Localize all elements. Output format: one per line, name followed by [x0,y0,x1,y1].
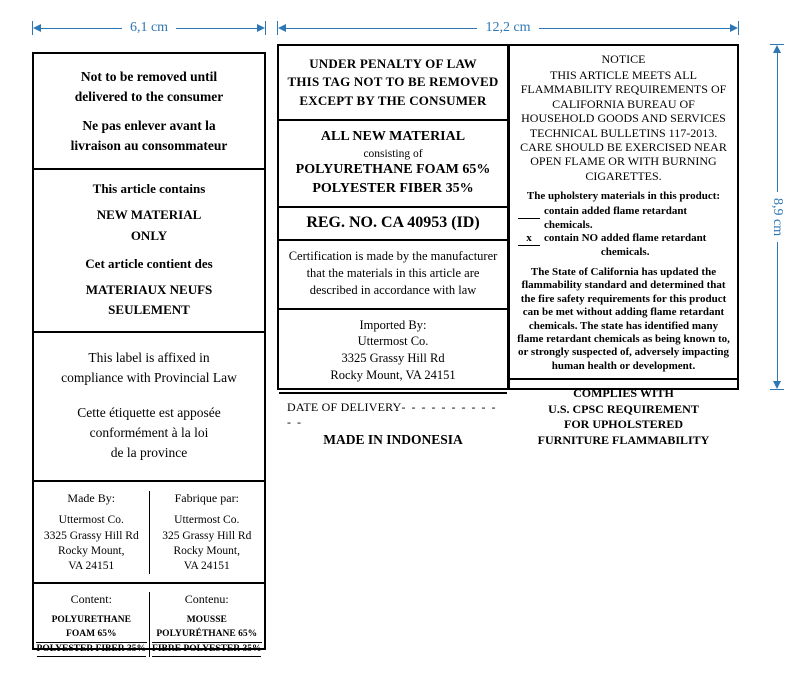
content-fr-line-1: MOUSSE POLYURÉTHANE 65% [152,614,263,643]
penalty-line-2: THIS TAG NOT TO BE REMOVED [287,74,499,90]
arrow-up [773,45,781,53]
content-values-en [36,614,147,657]
contents-line-4-fr: Cet article contient des [85,255,213,271]
dimension-label-left-width: 6,1 cm [129,20,169,35]
made-by-label: Made By: [67,491,116,506]
certification-line-3: described in accordance with law [309,283,477,298]
provincial-line-4-fr: conformément à la loi [89,424,209,440]
country-of-origin: MADE IN INDONESIA [323,432,463,448]
dimension-right-tag-width [277,20,739,36]
removal-line-1: Not to be removed until [80,69,218,84]
delivery-section [279,394,507,455]
dimension-tick-bottom [770,389,784,390]
importer-line-1: Imported By: [359,317,427,332]
checkbox-no-added-label [544,232,706,260]
material-line-4: POLYESTER FIBER 35% [312,180,474,196]
importer-line-3: 3325 Grassy Hill Rd [341,351,445,366]
penalty-line-1: UNDER PENALTY OF LAW [309,56,477,71]
dimension-right-tag-height [762,44,792,390]
dimension-line [777,53,778,192]
checkbox-added-box[interactable] [518,205,540,219]
manufacturer-columns [34,491,264,574]
dimension-line [777,242,778,381]
notice-body: THIS ARTICLE MEETS ALL FLAMMABILITY REQUIREMENTS OF CALIFORNIA BUREAU OF HOUSEHOLD GOODS AND SERVICES TECHNICAL BULLETINS 117-2013. CARE SHOULD BE EXERCISED NEAR OPEN FLAME OR WITH BURNING CIGARETTES. [520,68,727,183]
importer-line-2: Uttermost Co. [357,334,429,349]
dimension-line [41,28,122,29]
arrow-right [730,24,738,32]
fabrique-par-address [154,513,261,574]
content-values-fr [152,614,263,657]
checkbox-added-label: contain added flame retardant chemicals. [544,204,688,231]
made-by-addr-1: Uttermost Co. [58,514,124,527]
arrow-left [278,24,286,32]
dimension-line [539,28,730,29]
dimension-tick-right [738,21,739,35]
date-of-delivery-blank: - - - - - - - - - - - - [287,400,497,430]
date-of-delivery-label: DATE OF DELIVERY [287,400,402,415]
importer-line-4: Rocky Mount, VA 24151 [330,368,456,383]
made-by-addr-4: VA 24151 [68,559,115,572]
left-tag-section-content-breakdown [34,584,264,663]
certification-section [279,241,507,310]
dimension-left-tag-width [32,20,266,36]
provincial-line-5-fr: de la province [110,445,188,461]
content-en-line-1: POLYURETHANE FOAM 65% [36,614,147,643]
material-section [279,121,507,208]
provincial-line-1: This label is affixed in [88,350,210,366]
manufacturer-column-en [34,491,150,574]
content-en-line-2: POLYESTER FIBER 35% [37,643,146,658]
fabrique-addr-4: VA 24151 [183,559,230,572]
content-column-en [34,592,150,657]
upholstery-checkbox-section [510,188,737,263]
material-line-1: ALL NEW MATERIAL [320,129,466,145]
right-law-tag [277,44,739,448]
complies-line-3: FOR UPHOLSTERED [563,417,683,432]
checkbox-no-added-box[interactable]: x [518,232,540,246]
left-tag-section-provincial-law [34,333,264,482]
arrow-down [773,381,781,389]
fabrique-addr-2: 325 Grassy Hill Rd [162,529,252,542]
complies-line-1: COMPLIES WITH [573,386,674,401]
fabrique-addr-1: Uttermost Co. [174,514,240,527]
contents-line-3: ONLY [130,227,168,243]
dimension-tick-right [265,21,266,35]
contenu-label: Contenu: [184,592,229,607]
contents-line-1: This article contains [92,181,206,197]
left-tag-section-manufacturer [34,482,264,584]
right-tag-left-panel [277,44,509,448]
complies-line-4: FURNITURE FLAMMABILITY [537,432,710,447]
right-tag-right-panel [508,44,739,447]
content-label: Content: [70,592,112,607]
state-of-california-paragraph: The State of California has updated the flammability standard and determined that the fire safety requirements for this product can be met without adding flame retardant chemicals. The state has identified many flame retardant chemicals as being known to, or strongly suspected of, adversely impacting human health or development. [510,263,737,380]
checkbox-no-added-label-line-2: chemicals. [600,246,650,259]
notice-title: NOTICE [601,52,646,66]
checkbox-no-added-label-line-1: contain NO added flame retardant [544,232,707,245]
removal-line-4-fr: livraison au consommateur [70,137,228,153]
penalty-of-law-section [279,46,507,121]
content-fr-line-2: FIBRE POLYESTER 35% [152,643,261,658]
cpsc-compliance-section [510,380,737,455]
made-by-address [38,513,145,574]
fabrique-addr-3: Rocky Mount, [173,544,240,557]
contents-line-2: NEW MATERIAL [96,207,202,223]
fabrique-par-label: Fabrique par: [174,491,239,506]
checkbox-option-added[interactable] [518,205,729,233]
upholstery-lead: The upholstery materials in this product: [526,190,721,203]
made-by-addr-3: Rocky Mount, [58,544,125,557]
arrow-right [257,24,265,32]
penalty-line-3: EXCEPT BY THE CONSUMER [299,92,487,108]
complies-line-2: U.S. CPSC REQUIREMENT [548,401,699,416]
left-tag-section-removal-notice [34,54,264,170]
removal-line-2: delivered to the consumer [74,88,224,104]
certification-line-1: Certification is made by the manufacturer [288,248,498,263]
content-columns [34,592,264,657]
checkbox-option-no-added[interactable] [518,232,729,260]
material-line-2: consisting of [363,147,423,160]
manufacturer-column-fr [150,491,265,574]
provincial-line-2: compliance with Provincial Law [61,370,237,386]
contents-line-5-fr: MATERIAUX NEUFS [85,281,213,297]
date-of-delivery-row [287,400,499,430]
left-tag-section-contents [34,170,264,333]
dimension-line [286,28,477,29]
certification-line-2: that the materials in this article are [306,266,480,281]
importer-section [279,310,507,395]
material-line-3: POLYURETHANE FOAM 65% [295,162,491,178]
dimension-line [176,28,257,29]
removal-line-3-fr: Ne pas enlever avant la [82,118,216,134]
left-law-tag [32,52,266,654]
dimension-label-height: 8,9 cm [770,197,785,237]
arrow-left [33,24,41,32]
provincial-line-3-fr: Cette étiquette est apposée [77,404,221,420]
registration-number: REG. NO. CA 40953 (ID) [279,208,507,241]
dimension-label-right-width: 12,2 cm [485,20,531,35]
made-by-addr-2: 3325 Grassy Hill Rd [43,529,139,542]
contents-line-6-fr: SEULEMENT [108,301,190,317]
notice-section [510,46,737,188]
content-column-fr [150,592,265,657]
